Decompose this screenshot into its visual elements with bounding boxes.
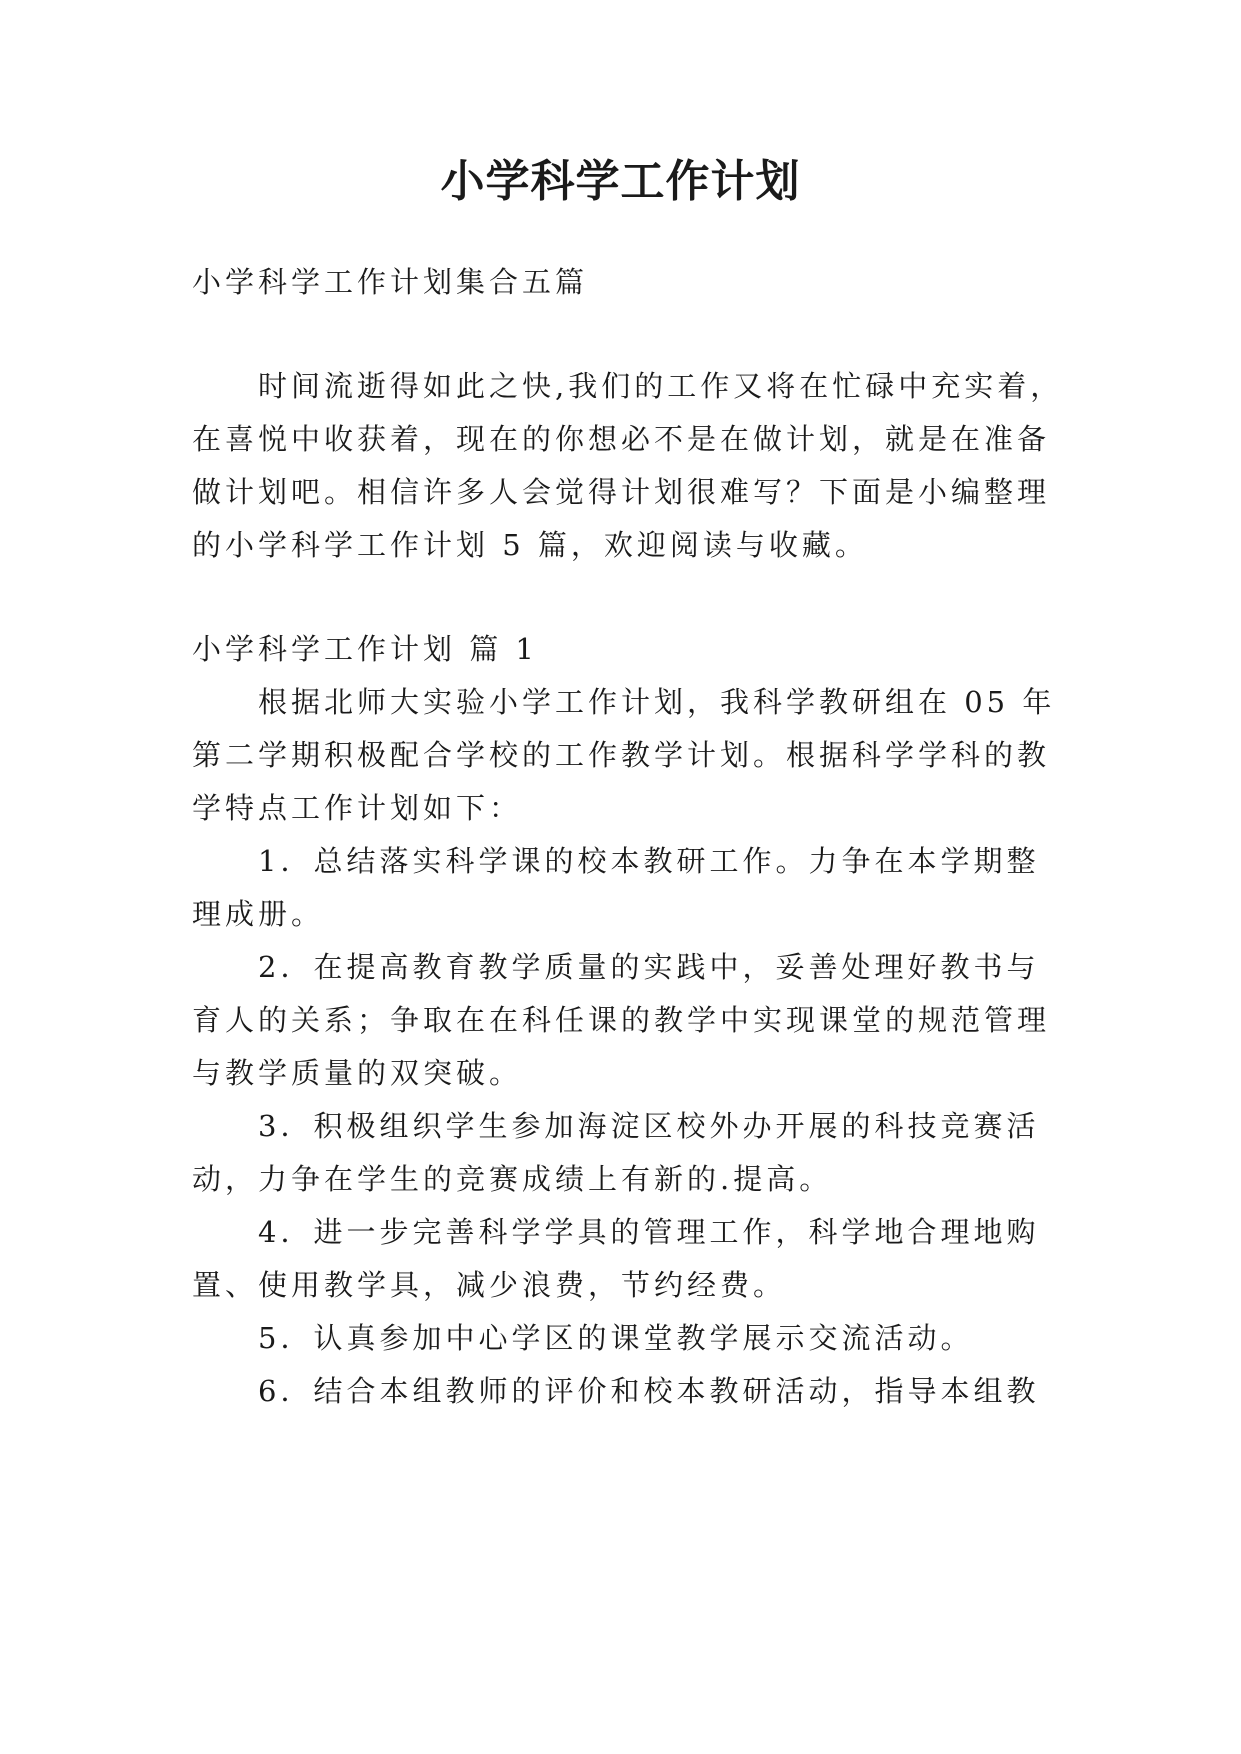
- paragraph-line: 第二学期积极配合学校的工作教学计划。根据科学学科的教: [192, 738, 1051, 772]
- list-item-line: 置、使用教学具，减少浪费，节约经费。: [192, 1268, 787, 1302]
- list-item-line: 5．认真参加中心学区的课堂教学展示交流活动。: [258, 1321, 974, 1355]
- list-item-line: 理成册。: [192, 897, 325, 931]
- list-item-line: 4．进一步完善科学学具的管理工作，科学地合理地购: [258, 1215, 1040, 1249]
- intro-line: 时间流逝得如此之快,我们的工作又将在忙碌中充实着，: [258, 369, 1064, 403]
- section-heading: 小学科学工作计划 篇 1: [192, 632, 538, 666]
- list-item-line: 3．积极组织学生参加海淀区校外办开展的科技竞赛活: [258, 1109, 1040, 1143]
- paragraph-line: 学特点工作计划如下：: [192, 791, 523, 825]
- intro-line: 做计划吧。相信许多人会觉得计划很难写？下面是小编整理: [192, 475, 1051, 509]
- list-item-line: 与教学质量的双突破。: [192, 1056, 523, 1090]
- list-item-line: 1．总结落实科学课的校本教研工作。力争在本学期整: [258, 844, 1040, 878]
- list-item-line: 动，力争在学生的竞赛成绩上有新的.提高。: [192, 1162, 833, 1196]
- document-title: 小学科学工作计划: [440, 156, 801, 207]
- paragraph-line: 根据北师大实验小学工作计划，我科学教研组在 05 年: [258, 685, 1056, 719]
- list-item-line: 育人的关系；争取在在科任课的教学中实现课堂的规范管理: [192, 1003, 1051, 1037]
- intro-line: 在喜悦中收获着，现在的你想必不是在做计划，就是在准备: [192, 422, 1051, 456]
- intro-line: 的小学科学工作计划 5 篇，欢迎阅读与收藏。: [192, 528, 868, 562]
- document-subtitle: 小学科学工作计划集合五篇: [192, 265, 589, 299]
- list-item-line: 6．结合本组教师的评价和校本教研活动，指导本组教: [258, 1374, 1040, 1408]
- list-item-line: 2．在提高教育教学质量的实践中，妥善处理好教书与: [258, 950, 1040, 984]
